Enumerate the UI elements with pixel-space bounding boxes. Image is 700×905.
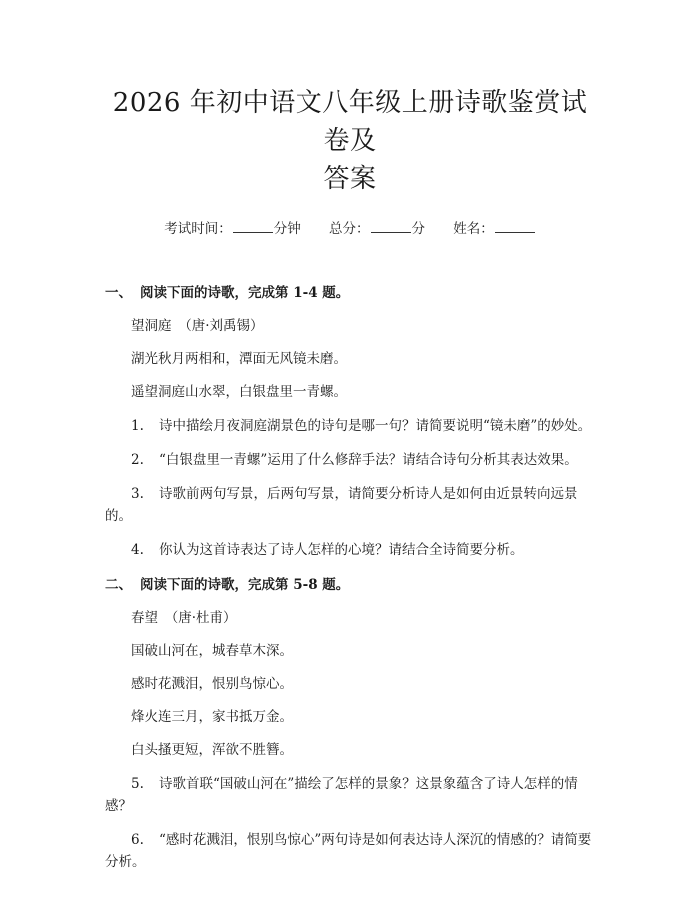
poem-line: 湖光秋月两相和，潭面无风镜未磨。 [131,351,347,367]
question-1: 1. 诗中描绘月夜洞庭湖景色的诗句是哪一句？请简要说明“镜未磨”的妙处。 [131,418,592,434]
poem-line: 国破山河在，城春草木深。 [131,643,293,659]
poem-line: 感时花溅泪，恨别鸟惊心。 [131,676,293,692]
poem-title-1: 望洞庭 （唐·刘禹锡） [131,318,264,334]
question-5: 5. 诗歌首联“国破山河在”描绘了怎样的景象？这景象蕴含了诗人怎样的情感？ [105,776,578,814]
page-title [105,84,595,198]
question-3: 3. 诗歌前两句写景，后两句写景，请简要分析诗人是如何由近景转向远景的。 [105,486,578,524]
question-2: 2. “白银盘里一青螺”运用了什么修辞手法？请结合诗句分析其表达效果。 [131,452,578,468]
poem-line: 白头搔更短，浑欲不胜簪。 [131,742,293,758]
question-4: 4. 你认为这首诗表达了诗人怎样的心境？请结合全诗简要分析。 [131,542,524,558]
section-heading-1: 一、 阅读下面的诗歌，完成第 1-4 题。 [105,285,350,301]
poem-line: 遥望洞庭山水翠，白银盘里一青螺。 [131,384,347,400]
section-heading-2: 二、 阅读下面的诗歌，完成第 5-8 题。 [105,577,350,593]
exam-name: 姓名： [453,217,536,237]
poem-line: 烽火连三月，家书抵万金。 [131,709,293,725]
exam-time: 考试时间： 分钟 [164,221,301,237]
poem-title-2: 春望 （唐·杜甫） [131,610,237,626]
title-line-2: 答案 [323,164,377,194]
exam-meta [105,217,595,237]
name-blank[interactable] [495,220,535,233]
question-6: 6. “感时花溅泪，恨别鸟惊心”两句诗是如何表达诗人深沉的情感的？请简要分析。 [105,832,592,870]
title-line-1: 2026 年初中语文八年级上册诗歌鉴赏试卷及 [112,88,588,156]
score-blank[interactable] [371,220,411,233]
exam-score: 总分： 分 [329,221,425,237]
time-blank[interactable] [233,220,273,233]
